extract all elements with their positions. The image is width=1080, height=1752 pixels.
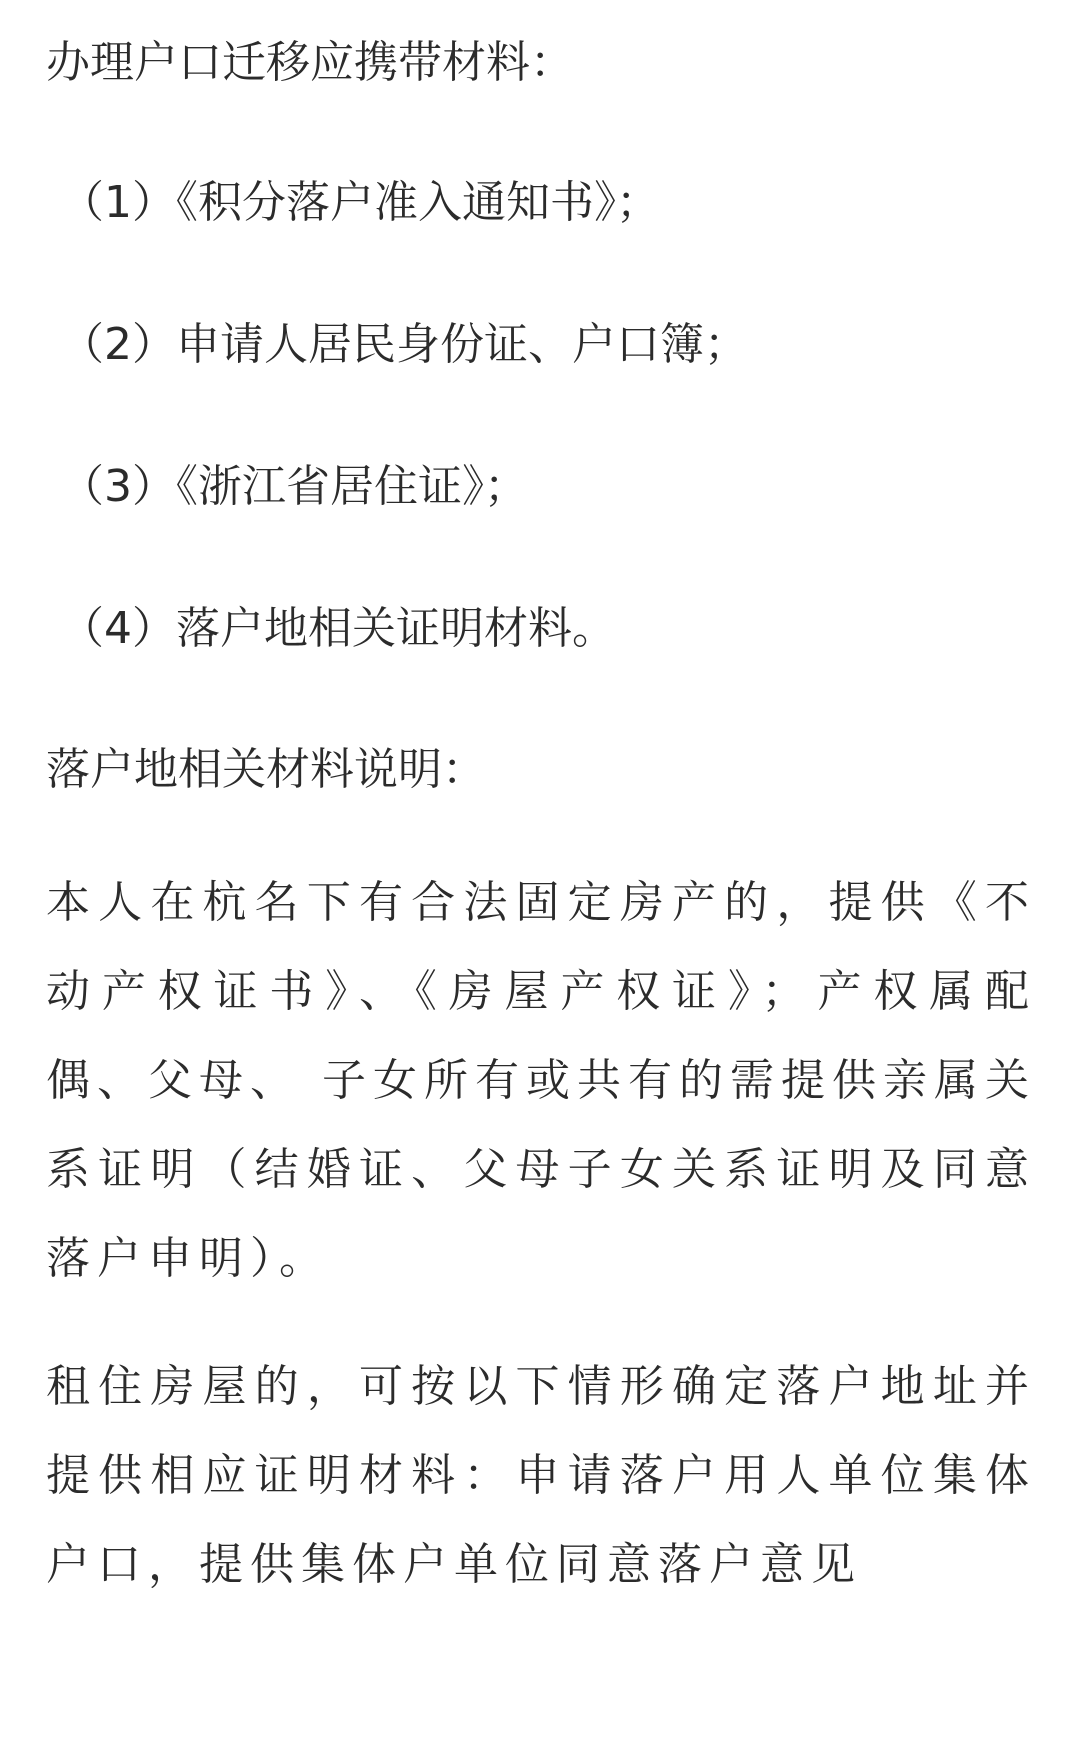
heading-materials: 办理户口迁移应携带材料：	[46, 37, 574, 88]
paragraph-rented-housing: 租住房屋的，可按以下情形确定落户地址并提供相应证明材料：申请落户用人单位集体户口，提供集体户单位同意落户意见	[46, 1361, 1036, 1590]
list-item-2: （2）申请人居民身份证、户口簿；	[60, 319, 748, 370]
paragraph-owned-property: 本人在杭名下有合法固定房产的，提供《不动产权证书》、《房屋产权证》；产权属配偶、父母、 子女所有或共有的需提供亲属关系证明（结婚证、父母子女关系证明及同意落户申明）。	[46, 877, 1036, 1284]
list-item-1: （1）《积分落户准入通知书》；	[60, 177, 660, 228]
list-item-4: （4）落户地相关证明材料。	[60, 603, 616, 654]
heading-explanation: 落户地相关材料说明：	[46, 744, 486, 795]
list-item-3: （3）《浙江省居住证》；	[60, 461, 528, 512]
